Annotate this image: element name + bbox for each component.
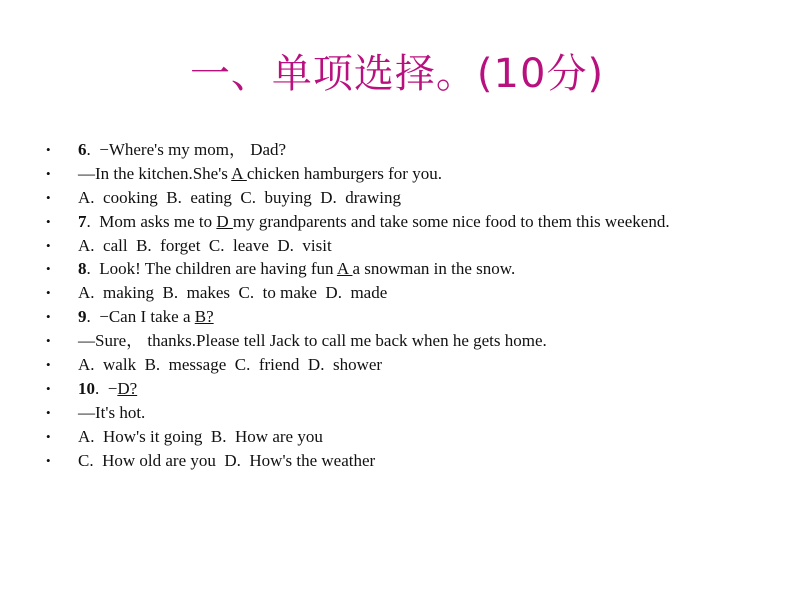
slide-title: 一、单项选择。(10分) xyxy=(189,51,605,97)
list-item xyxy=(0,427,794,446)
question-number: 9 xyxy=(78,307,87,327)
answer-blank: A xyxy=(336,259,353,279)
item-text: A. walk B. message C. friend D. shower xyxy=(78,355,383,375)
item-text: —It's hot. xyxy=(78,402,146,422)
item-text: . −Where's my mom， Dad? xyxy=(86,140,287,159)
question-list xyxy=(0,140,794,474)
bullet-icon: • xyxy=(46,142,51,157)
answer-blank: B? xyxy=(194,307,214,327)
list-item xyxy=(0,355,794,374)
list-item xyxy=(0,331,794,350)
answer-blank: A xyxy=(231,163,247,183)
answer-blank: D? xyxy=(117,378,138,398)
question-number: 10 xyxy=(78,378,95,398)
question-number: 8 xyxy=(78,259,87,279)
answer-blank: D xyxy=(216,211,233,231)
bullet-icon: • xyxy=(46,261,51,277)
bullet-icon: • xyxy=(46,213,51,229)
bullet-icon: • xyxy=(46,357,51,373)
item-text: A. How's it going B. How are you xyxy=(78,426,323,446)
bullet-icon: • xyxy=(46,165,51,181)
bullet-icon: • xyxy=(46,380,51,396)
list-item xyxy=(0,283,794,302)
bullet-icon: • xyxy=(46,309,51,325)
list-item xyxy=(0,140,794,159)
bullet-icon: • xyxy=(46,237,51,253)
item-text: A. making B. makes C. to make D. made xyxy=(78,283,388,303)
list-item xyxy=(0,212,794,231)
item-text: A. call B. forget C. leave D. visit xyxy=(78,235,332,255)
bullet-icon: • xyxy=(46,189,51,205)
list-item xyxy=(0,307,794,326)
bullet-icon: • xyxy=(46,333,51,349)
item-text: —Sure， thanks.Please tell Jack to call me back when he gets home. xyxy=(78,331,547,351)
list-item xyxy=(0,188,794,207)
item-text: . − xyxy=(95,378,118,398)
list-item xyxy=(0,379,794,398)
bullet-icon: • xyxy=(46,404,51,420)
item-text-after: my grandparents and take some nice food to them this weekend. xyxy=(232,211,670,231)
bullet-icon: • xyxy=(46,428,51,444)
list-item xyxy=(0,236,794,255)
item-text: —In the kitchen.She's xyxy=(78,163,232,183)
question-number: 6 xyxy=(78,140,87,159)
item-text-after: a snowman in the snow. xyxy=(352,259,516,279)
list-item xyxy=(0,403,794,422)
item-text: . Look! The children are having fun xyxy=(86,259,337,279)
bullet-icon: • xyxy=(46,285,51,301)
item-text: . −Can I take a xyxy=(86,307,195,327)
list-item xyxy=(0,164,794,183)
list-item xyxy=(0,259,794,278)
item-text: C. How old are you D. How's the weather xyxy=(78,450,376,470)
item-text: . Mom asks me to xyxy=(86,211,217,231)
item-text-after: chicken hamburgers for you. xyxy=(246,163,442,183)
list-item xyxy=(0,451,794,470)
question-number: 7 xyxy=(78,211,87,231)
bullet-icon: • xyxy=(46,452,51,468)
item-text: A. cooking B. eating C. buying D. drawing xyxy=(78,187,401,207)
